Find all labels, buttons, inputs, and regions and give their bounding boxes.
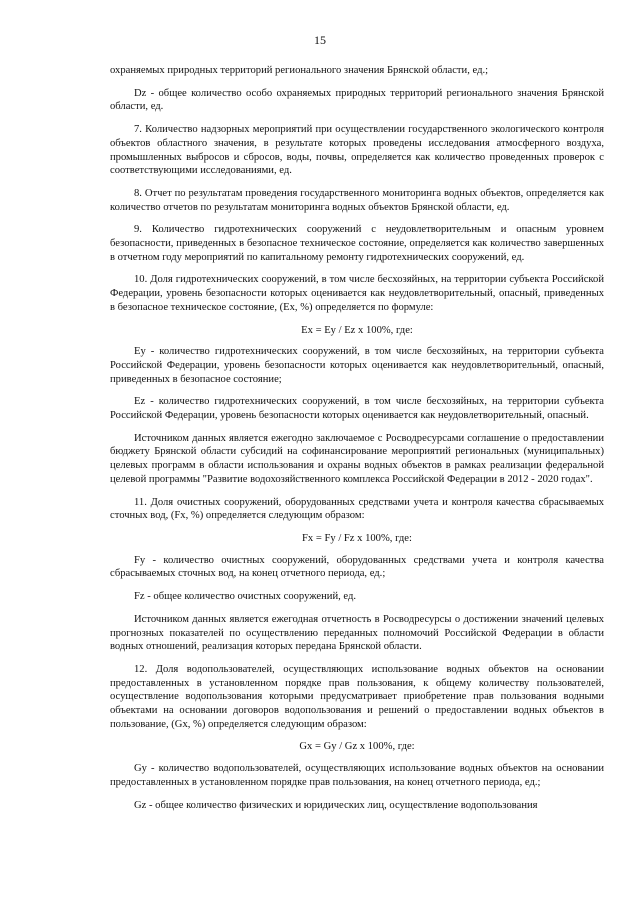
paragraph-item-11: 11. Доля очистных сооружений, оборудованных средствами учета и контроля качества сбрасываемых сточных вод, (Fx, %) определяется следующим образом: [110,496,604,522]
data-source-paragraph: Источником данных является ежегодно заключаемое с Росводресурсами соглашение о предоставлении бюджету Брянской области субсидий на софинансирование мероприятий региональных (муниципальных) целевых программ в области использования и охраны водных объектов в рамках реализации федеральной целевой программы "Развитие водохозяйственного комплекса Российской Федерации в 2012 - 2020 годах". [110,432,604,485]
page-number: 15 [314,33,326,47]
paragraph-continuation: охраняемых природных территорий регионального значения Брянской области, ед.; [110,65,489,76]
definition-fy: Fy - количество очистных сооружений, оборудованных средствами учета и контроля качества сбрасываемых сточных вод, на конец отчетного периода, ед.; [110,554,604,580]
document-body [110,64,604,821]
paragraph-item-12: 12. Доля водопользователей, осуществляющих использование водных объектов на основании предоставленных в установленном порядке прав пользования, к общему количеству пользователей, осуществление водопользования которыми предусматривает приобретение прав пользования водными объектами на основании договоров водопользования и решений о предоставлении водных объектов в пользование, (Gx, %) определяется следующим образом: [110,663,604,730]
definition-gy: Gy - количество водопользователей, осуществляющих использование водных объектов на основании предоставленных в установленном порядке прав пользования, на конец отчетного периода, ед.; [110,763,604,788]
formula-fx: Fx = Fy / Fz x 100%, где: [302,532,412,544]
paragraph-item-8: 8. Отчет по результатам проведения государственного мониторинга водных объектов, определяется как количество отчетов по результатам мониторинга водных объектов Брянской области, ед. [110,187,604,213]
definition-fz: Fz - общее количество очистных сооружений, ед. [134,591,357,603]
data-source-paragraph: Источником данных является ежегодная отчетность в Росводресурсы о достижении значений целевых прогнозных показателей по осуществлению переданных полномочий Российской Федерации в области водных отношений, реализация которых передана Брянской области. [110,613,604,653]
paragraph-item-7: 7. Количество надзорных мероприятий при осуществлении государственного экологического контроля объектов областного значения, в результате которых проведены исследования атмосферного воздуха, промышленных выбросов и сбросов, воды, почвы, определяется как количество проведенных проверок с соответствующими исследованиями, ед. [110,124,604,177]
formula-gx: Gx = Gy / Gz x 100%, где: [299,741,415,753]
paragraph-item-10: 10. Доля гидротехнических сооружений, в том числе бесхозяйных, на территории субъекта Российской Федерации, уровень безопасности которых оценивается как неудовлетворительный, опасный, приведенных в безопасное техническое состояние, (Ex, %) определяется по формуле: [110,274,604,313]
definition-dz: Dz - общее количество особо охраняемых природных территорий регионального значения Брянской области, ед. [110,87,604,113]
definition-ez: Ez - количество гидротехнических сооружений, в том числе бесхозяйных, на территории субъекта Российской Федерации, уровень безопасности которых оценивается как неудовлетворительный, опасный. [110,396,604,422]
paragraph-item-9: 9. Количество гидротехнических сооружений с неудовлетворительным и опасным уровнем безопасности, приведенных в безопасное техническое состояние, определяется как количество завершенных в отчетном году мероприятий по капитальному ремонту гидротехнических сооружений, ед. [110,224,604,263]
definition-ey: Ey - количество гидротехнических сооружений, в том числе бесхозяйных, на территории субъекта Российской Федерации, уровень безопасности которых оценивается как неудовлетворительный, опасный, приведенных в безопасное состояние; [110,346,604,385]
formula-ex: Ex = Ey / Ez x 100%, где: [301,324,413,336]
definition-gz: Gz - общее количество физических и юридических лиц, осуществление водопользования [134,799,538,811]
